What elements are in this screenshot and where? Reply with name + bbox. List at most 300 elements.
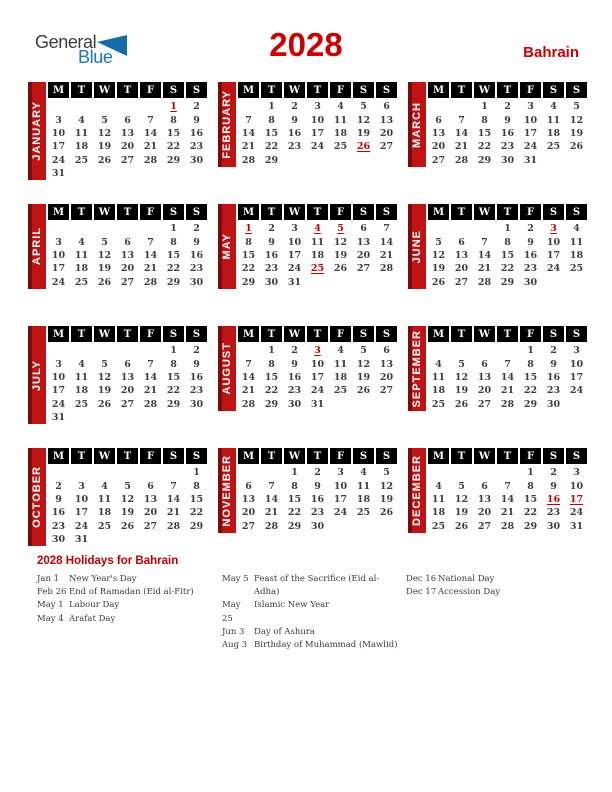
day-header-cell: S (353, 448, 374, 464)
date-cell: 3 (55, 236, 62, 248)
date-cell: 5 (101, 358, 108, 370)
date-cell: 25 (546, 141, 561, 153)
date-cell: 28 (143, 154, 158, 166)
date-cell: 24 (569, 507, 584, 519)
month-name-label: DECEMBER (411, 455, 423, 526)
date-cell: 17 (51, 385, 66, 397)
date-cell: 2 (268, 223, 275, 235)
date-cell: 30 (189, 398, 204, 410)
holiday-entry (222, 599, 406, 625)
holiday-date: May 5 (222, 574, 249, 584)
date-cell: 10 (74, 493, 89, 505)
day-header-cell: M (48, 326, 69, 342)
date-cell: 22 (500, 263, 515, 275)
date-cell: 20 (143, 507, 158, 519)
date-cell (140, 100, 161, 113)
date-cell: 18 (74, 141, 89, 153)
date-cell (117, 411, 138, 424)
day-header-cell: T (307, 82, 328, 98)
date-cell: 15 (523, 371, 538, 383)
date-cell: 13 (477, 493, 492, 505)
date-cell: 9 (268, 236, 275, 248)
date-cell: 9 (291, 114, 298, 126)
date-cell (353, 154, 374, 167)
date-cell: 9 (55, 493, 62, 505)
day-header-cell: S (566, 204, 587, 220)
date-cell: 18 (97, 507, 112, 519)
date-cell (376, 398, 397, 411)
date-cell: 21 (143, 385, 158, 397)
month-november (218, 448, 395, 533)
date-cell: 7 (147, 358, 154, 370)
day-header-cell: S (543, 82, 564, 98)
date-cell (140, 222, 161, 235)
date-cell (163, 411, 184, 424)
month-name-bar (408, 82, 426, 167)
date-cell: 26 (569, 141, 584, 153)
date-cell: 1 (481, 101, 488, 113)
date-cell: 30 (287, 398, 302, 410)
date-cell: 27 (454, 276, 469, 288)
logo-text-blue: Blue (78, 47, 113, 67)
date-cell: 30 (523, 276, 538, 288)
day-header-cell: M (428, 82, 449, 98)
day-header-cell: T (71, 448, 92, 464)
day-header-cell: F (520, 448, 541, 464)
month-name-bar (218, 82, 236, 167)
day-header-cell: M (238, 204, 259, 220)
date-cell: 7 (170, 480, 177, 492)
date-cell: 17 (569, 493, 584, 505)
day-header-cell: W (474, 448, 495, 464)
day-header-cell: T (71, 326, 92, 342)
date-cell: 24 (523, 141, 538, 153)
month-name-bar (28, 82, 46, 180)
date-cell: 13 (379, 114, 394, 126)
date-cell: 29 (287, 520, 302, 532)
date-cell: 28 (379, 263, 394, 275)
month-name-bar (28, 326, 46, 424)
date-cell: 15 (166, 127, 181, 139)
holiday-date: May 4 (37, 613, 64, 624)
date-cell: 20 (431, 141, 446, 153)
month-may (218, 204, 395, 289)
date-cell: 1 (268, 345, 275, 357)
date-cell: 1 (245, 223, 252, 235)
day-header-cell: S (543, 326, 564, 342)
date-cell: 21 (454, 141, 469, 153)
date-cell: 31 (74, 534, 89, 546)
day-header-cell: T (71, 204, 92, 220)
date-cell: 12 (454, 371, 469, 383)
date-cell: 28 (454, 154, 469, 166)
date-cell (376, 154, 397, 167)
day-header-cell: S (353, 82, 374, 98)
date-cell: 10 (51, 371, 66, 383)
date-cell: 30 (189, 276, 204, 288)
date-cell: 3 (573, 345, 580, 357)
date-cell (238, 100, 259, 113)
date-cell: 8 (245, 236, 252, 248)
date-cell (284, 154, 305, 167)
date-cell: 28 (241, 154, 256, 166)
date-cell: 3 (337, 467, 344, 479)
date-cell: 1 (268, 101, 275, 113)
date-cell: 24 (546, 263, 561, 275)
date-cell: 14 (500, 371, 515, 383)
date-cell: 4 (101, 480, 108, 492)
day-header-cell: T (71, 82, 92, 98)
date-cell: 20 (477, 385, 492, 397)
date-cell: 13 (379, 358, 394, 370)
logo-text-general: General (35, 32, 97, 52)
date-cell: 15 (166, 371, 181, 383)
day-header-cell: S (376, 326, 397, 342)
date-cell: 29 (166, 398, 181, 410)
holiday-entry (37, 613, 222, 626)
date-cell: 4 (337, 101, 344, 113)
date-cell: 24 (569, 385, 584, 397)
date-cell: 5 (458, 480, 465, 492)
day-header-cell: T (307, 326, 328, 342)
date-cell: 4 (337, 345, 344, 357)
date-cell: 17 (310, 371, 325, 383)
date-cell: 30 (310, 520, 325, 532)
date-cell: 29 (241, 276, 256, 288)
holiday-entry (222, 639, 406, 652)
date-cell: 9 (550, 480, 557, 492)
date-cell: 15 (477, 127, 492, 139)
day-header-cell: M (238, 82, 259, 98)
date-cell: 20 (477, 507, 492, 519)
date-cell: 1 (170, 223, 177, 235)
month-october (28, 448, 205, 546)
months-grid (28, 82, 585, 570)
date-cell: 7 (245, 358, 252, 370)
date-cell: 12 (97, 127, 112, 139)
date-cell: 14 (477, 249, 492, 261)
month-name-bar (408, 204, 426, 289)
date-cell (451, 222, 472, 235)
month-name-label: FEBRUARY (221, 90, 233, 159)
date-cell (238, 344, 259, 357)
date-cell (451, 100, 472, 113)
date-cell: 23 (51, 520, 66, 532)
date-cell (163, 533, 184, 546)
date-cell: 25 (74, 398, 89, 410)
holiday-entry (406, 573, 585, 586)
date-cell: 3 (291, 223, 298, 235)
month-day-grid (238, 326, 397, 411)
date-cell: 8 (527, 480, 534, 492)
month-name-bar (28, 204, 46, 289)
date-cell: 23 (310, 507, 325, 519)
day-header-cell: S (566, 82, 587, 98)
date-cell: 21 (500, 385, 515, 397)
date-cell: 27 (241, 520, 256, 532)
date-cell: 16 (546, 493, 561, 505)
date-cell: 14 (454, 127, 469, 139)
day-header-cell: T (307, 204, 328, 220)
date-cell: 20 (356, 249, 371, 261)
date-cell: 17 (287, 249, 302, 261)
date-cell: 4 (78, 236, 85, 248)
date-cell: 18 (569, 249, 584, 261)
date-cell: 2 (550, 345, 557, 357)
date-cell: 22 (287, 507, 302, 519)
date-cell: 21 (500, 507, 515, 519)
date-cell: 4 (314, 223, 321, 235)
date-cell: 10 (310, 358, 325, 370)
date-cell: 6 (124, 236, 131, 248)
date-cell: 22 (477, 141, 492, 153)
month-august (218, 326, 395, 411)
date-cell: 23 (546, 385, 561, 397)
date-cell: 5 (573, 101, 580, 113)
date-cell: 3 (55, 358, 62, 370)
date-cell: 31 (51, 412, 66, 424)
date-cell: 11 (546, 114, 561, 126)
date-cell: 6 (147, 480, 154, 492)
date-cell: 6 (481, 480, 488, 492)
date-cell: 7 (268, 480, 275, 492)
month-february (218, 82, 395, 167)
date-cell (48, 222, 69, 235)
date-cell: 4 (550, 101, 557, 113)
date-cell: 19 (356, 371, 371, 383)
date-cell: 7 (458, 114, 465, 126)
date-cell: 14 (264, 493, 279, 505)
holiday-name: National Day (438, 574, 495, 584)
date-cell: 23 (500, 141, 515, 153)
date-cell: 18 (74, 385, 89, 397)
month-day-grid (48, 326, 207, 424)
date-cell: 2 (550, 467, 557, 479)
date-cell (428, 100, 449, 113)
date-cell: 16 (287, 127, 302, 139)
date-cell (186, 167, 207, 180)
date-cell: 13 (431, 127, 446, 139)
date-cell: 18 (546, 127, 561, 139)
date-cell: 24 (51, 398, 66, 410)
date-cell: 16 (523, 249, 538, 261)
page-title-year: 2028 (269, 26, 343, 63)
date-cell: 8 (193, 480, 200, 492)
holiday-date: Jun 3 (222, 626, 245, 637)
date-cell (71, 222, 92, 235)
day-header-cell: T (117, 82, 138, 98)
holiday-name: End of Ramadan (Eid al-Fitr) (69, 587, 194, 598)
date-cell (353, 398, 374, 411)
date-cell (117, 533, 138, 546)
date-cell: 26 (454, 520, 469, 532)
day-header-cell: S (186, 82, 207, 98)
date-cell: 5 (360, 345, 367, 357)
date-cell: 26 (97, 398, 112, 410)
date-cell: 5 (458, 358, 465, 370)
date-cell: 5 (101, 236, 108, 248)
month-name-bar (218, 204, 236, 289)
date-cell: 6 (383, 101, 390, 113)
day-header-cell: T (261, 204, 282, 220)
date-cell: 24 (287, 263, 302, 275)
date-cell: 12 (97, 249, 112, 261)
date-cell (140, 466, 161, 479)
date-cell: 19 (97, 263, 112, 275)
date-cell: 5 (124, 480, 131, 492)
date-cell: 11 (310, 236, 325, 248)
date-cell (376, 276, 397, 289)
date-cell (140, 167, 161, 180)
date-cell: 14 (166, 493, 181, 505)
day-header-cell: T (451, 326, 472, 342)
day-header-cell: T (261, 448, 282, 464)
date-cell: 10 (546, 236, 561, 248)
date-cell (566, 276, 587, 289)
day-header-cell: M (48, 82, 69, 98)
date-cell: 1 (170, 345, 177, 357)
date-cell: 4 (573, 223, 580, 235)
holiday-name: Accession Day (438, 587, 501, 598)
date-cell (48, 100, 69, 113)
date-cell: 15 (241, 249, 256, 261)
date-cell: 16 (51, 507, 66, 519)
date-cell (94, 167, 115, 180)
date-cell: 22 (264, 141, 279, 153)
month-name-bar (28, 448, 46, 546)
date-cell: 3 (55, 114, 62, 126)
day-header-cell: S (566, 448, 587, 464)
date-cell (474, 344, 495, 357)
date-cell: 16 (189, 371, 204, 383)
date-cell: 19 (454, 507, 469, 519)
holiday-date: Dec 17 (406, 587, 437, 598)
date-cell (428, 222, 449, 235)
month-day-grid (428, 204, 587, 289)
date-cell: 8 (527, 358, 534, 370)
date-cell: 25 (356, 507, 371, 519)
date-cell: 29 (189, 520, 204, 532)
date-cell: 31 (569, 520, 584, 532)
date-cell: 27 (143, 520, 158, 532)
date-cell: 30 (546, 398, 561, 410)
day-header-cell: T (261, 326, 282, 342)
date-cell (330, 520, 351, 533)
date-cell: 15 (287, 493, 302, 505)
date-cell: 15 (264, 371, 279, 383)
date-cell: 8 (268, 358, 275, 370)
month-name-label: JANUARY (31, 101, 43, 162)
day-header-cell: S (543, 448, 564, 464)
date-cell (307, 154, 328, 167)
holiday-name: Birthday of Muhammad (Mawlid) (254, 640, 398, 651)
month-january (28, 82, 205, 180)
date-cell: 29 (477, 154, 492, 166)
date-cell: 25 (569, 263, 584, 275)
date-cell: 15 (264, 127, 279, 139)
date-cell: 21 (264, 507, 279, 519)
date-cell: 21 (241, 141, 256, 153)
date-cell: 10 (523, 114, 538, 126)
date-cell: 4 (435, 358, 442, 370)
holiday-name: Arafat Day (69, 613, 116, 624)
date-cell: 8 (170, 236, 177, 248)
date-cell: 1 (193, 467, 200, 479)
date-cell: 19 (454, 385, 469, 397)
date-cell: 17 (333, 493, 348, 505)
date-cell: 21 (379, 249, 394, 261)
date-cell: 31 (287, 276, 302, 288)
holiday-date: Aug 3 (222, 640, 248, 651)
date-cell: 13 (356, 236, 371, 248)
date-cell (186, 533, 207, 546)
date-cell: 27 (120, 276, 135, 288)
date-cell: 15 (189, 493, 204, 505)
date-cell: 24 (74, 520, 89, 532)
date-cell: 31 (523, 154, 538, 166)
date-cell: 12 (120, 493, 135, 505)
date-cell: 13 (120, 127, 135, 139)
date-cell: 6 (124, 358, 131, 370)
date-cell: 30 (51, 534, 66, 546)
date-cell (117, 222, 138, 235)
date-cell: 6 (383, 345, 390, 357)
date-cell: 5 (360, 101, 367, 113)
date-cell: 12 (333, 236, 348, 248)
date-cell: 25 (431, 398, 446, 410)
date-cell: 11 (74, 371, 89, 383)
date-cell: 28 (166, 520, 181, 532)
date-cell: 1 (291, 467, 298, 479)
date-cell: 11 (431, 371, 446, 383)
date-cell: 6 (458, 236, 465, 248)
date-cell: 28 (500, 398, 515, 410)
date-cell (330, 276, 351, 289)
holiday-date: May 1 (37, 600, 64, 611)
date-cell: 13 (454, 249, 469, 261)
day-header-cell: M (238, 448, 259, 464)
holiday-date: May 25 (222, 600, 241, 624)
day-header-cell: M (428, 204, 449, 220)
date-cell: 25 (333, 385, 348, 397)
holiday-name: New Year's Day (69, 574, 137, 584)
date-cell: 1 (504, 223, 511, 235)
date-cell: 30 (189, 154, 204, 166)
date-cell (330, 154, 351, 167)
date-cell (94, 222, 115, 235)
date-cell (140, 411, 161, 424)
date-cell (71, 466, 92, 479)
date-cell: 9 (291, 358, 298, 370)
day-header-cell: W (94, 448, 115, 464)
date-cell: 13 (241, 493, 256, 505)
date-cell (428, 466, 449, 479)
date-cell: 17 (546, 249, 561, 261)
date-cell: 3 (314, 345, 321, 357)
day-header-cell: T (497, 326, 518, 342)
date-cell: 12 (356, 358, 371, 370)
holiday-entry (37, 573, 222, 586)
date-cell: 19 (333, 249, 348, 261)
date-cell: 17 (310, 127, 325, 139)
date-cell: 17 (74, 507, 89, 519)
date-cell: 10 (569, 480, 584, 492)
date-cell: 8 (291, 480, 298, 492)
date-cell: 2 (504, 101, 511, 113)
day-header-cell: M (428, 326, 449, 342)
date-cell: 4 (78, 358, 85, 370)
date-cell: 14 (500, 493, 515, 505)
